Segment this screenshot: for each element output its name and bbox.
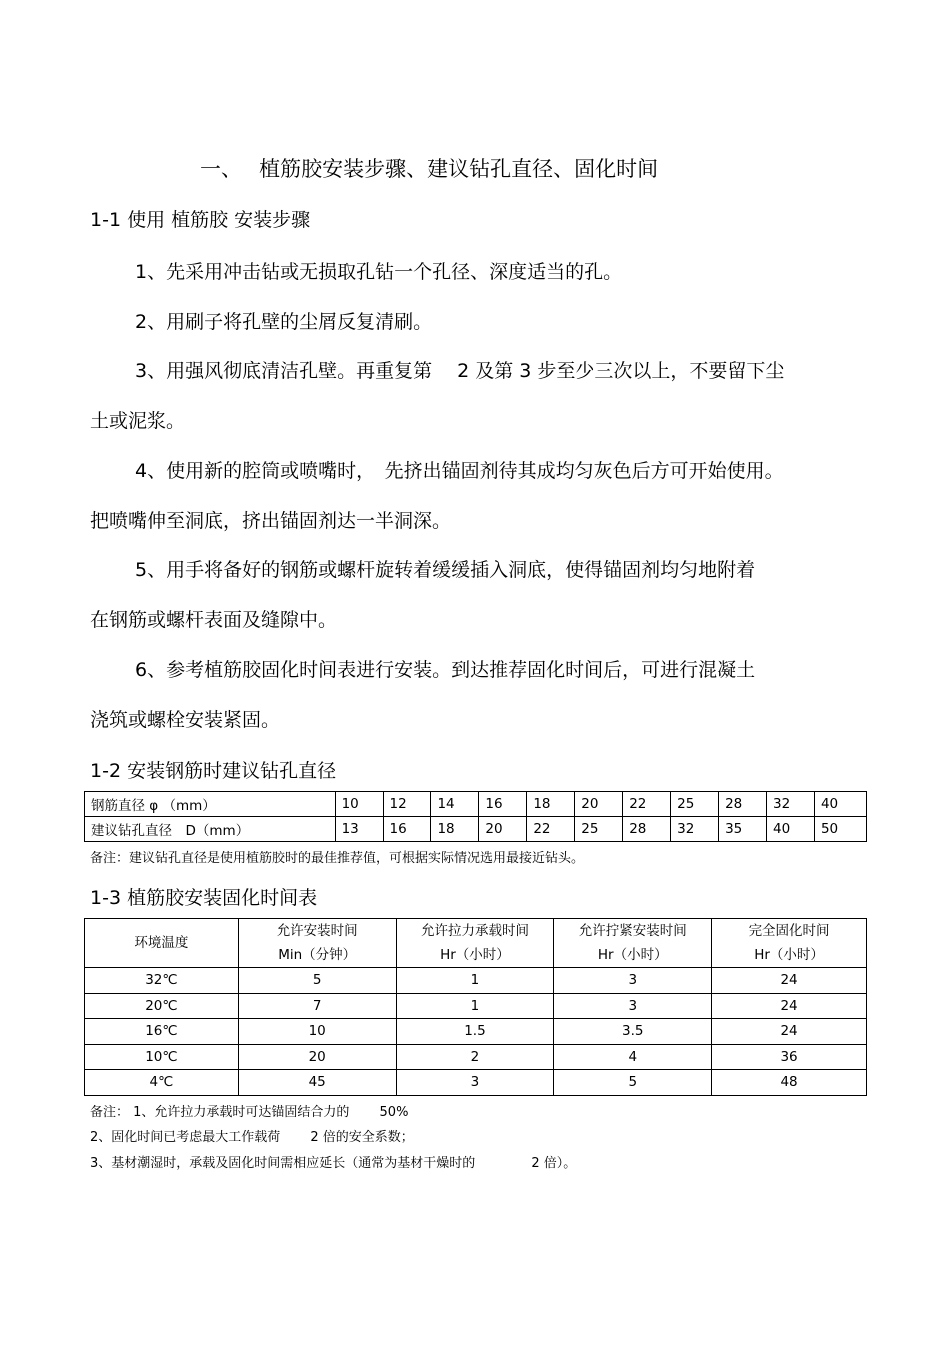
table-cell: 3 bbox=[396, 1070, 554, 1096]
page-title: 一、 植筋胶安装步骤、建议钻孔直径、固化时间 bbox=[200, 157, 659, 181]
step-5-line-1: 5、用手将备好的钢筋或螺杆旋转着缓缓插入洞底，使得锚固剂均匀地附着 bbox=[135, 559, 756, 581]
step-2: 2、用刷子将孔壁的尘屑反复清刷。 bbox=[135, 311, 433, 333]
table-cell: 5 bbox=[238, 968, 396, 994]
table-cell: 4 bbox=[554, 1044, 712, 1070]
table-row bbox=[85, 817, 867, 842]
table-header-row bbox=[85, 919, 867, 968]
table-cell: 20 bbox=[479, 817, 527, 842]
header-line-1: 允许拉力承载时间 bbox=[420, 923, 529, 939]
table-cell: 40 bbox=[767, 817, 815, 842]
table-cell: 3.5 bbox=[554, 1019, 712, 1045]
table-row bbox=[85, 792, 867, 817]
table-cell: 50 bbox=[814, 817, 866, 842]
table-cell: 12 bbox=[383, 792, 431, 817]
step-4-line-1: 4、使用新的腔筒或喷嘴时， 先挤出锚固剂待其成均匀灰色后方可开始使用。 bbox=[135, 460, 784, 482]
row-label: 建议钻孔直径 D（mm） bbox=[85, 817, 336, 842]
table-cell: 16 bbox=[479, 792, 527, 817]
table-row bbox=[85, 993, 867, 1019]
table-cell: 10℃ bbox=[85, 1044, 239, 1070]
header-cell bbox=[712, 919, 867, 968]
table-cell: 20 bbox=[238, 1044, 396, 1070]
header-line-2: Hr（小时） bbox=[440, 947, 510, 963]
table-cell: 18 bbox=[527, 792, 575, 817]
section-3-heading: 1-3 植筋胶安装固化时间表 bbox=[90, 887, 318, 909]
table-cell: 25 bbox=[575, 817, 623, 842]
table-cell: 10 bbox=[335, 792, 383, 817]
table-cell: 16 bbox=[383, 817, 431, 842]
section-1-heading: 1-1 使用 植筋胶 安装步骤 bbox=[90, 209, 311, 231]
table-cell: 36 bbox=[712, 1044, 867, 1070]
table-cell: 7 bbox=[238, 993, 396, 1019]
step-3-line-2: 土或泥浆。 bbox=[90, 410, 186, 432]
table-cell: 48 bbox=[712, 1070, 867, 1096]
table-cell: 24 bbox=[712, 993, 867, 1019]
header-cell bbox=[396, 919, 554, 968]
table-row bbox=[85, 1070, 867, 1096]
section-2-heading: 1-2 安装钢筋时建议钻孔直径 bbox=[90, 760, 337, 782]
table-cell: 1 bbox=[396, 993, 554, 1019]
table-cell: 22 bbox=[527, 817, 575, 842]
table-cell: 32 bbox=[671, 817, 719, 842]
table-cell: 32 bbox=[767, 792, 815, 817]
header-line-1: 允许拧紧安装时间 bbox=[578, 923, 687, 939]
step-6-line-2: 浇筑或螺栓安装紧固。 bbox=[90, 709, 281, 731]
table-cell: 20 bbox=[575, 792, 623, 817]
header-line-1: 环境温度 bbox=[134, 935, 189, 951]
table-cell: 28 bbox=[623, 817, 671, 842]
table-cell: 25 bbox=[671, 792, 719, 817]
table-row bbox=[85, 968, 867, 994]
table-cell: 45 bbox=[238, 1070, 396, 1096]
header-line-1: 完全固化时间 bbox=[748, 923, 830, 939]
row-label: 钢筋直径 φ （mm） bbox=[85, 792, 336, 817]
curing-time-table bbox=[84, 918, 867, 1096]
step-1: 1、先采用冲击钻或无损取孔钻一个孔径、深度适当的孔。 bbox=[135, 261, 623, 283]
header-line-2: Hr（小时） bbox=[754, 947, 824, 963]
step-6-line-1: 6、参考植筋胶固化时间表进行安装。到达推荐固化时间后，可进行混凝土 bbox=[135, 659, 756, 681]
table-cell: 28 bbox=[719, 792, 767, 817]
step-4-line-2: 把喷嘴伸至洞底，挤出锚固剂达一半洞深。 bbox=[90, 510, 452, 532]
table-row bbox=[85, 1019, 867, 1045]
drill-diameter-table bbox=[84, 791, 867, 842]
section-2-note: 备注：建议钻孔直径是使用植筋胶时的最佳推荐值，可根据实际情况选用最接近钻头。 bbox=[90, 851, 585, 866]
section-3-note-3: 3、基材潮湿时，承载及固化时间需相应延长（通常为基材干燥时的 2 倍）。 bbox=[90, 1156, 577, 1171]
step-3-line-1: 3、用强风彻底清洁孔壁。再重复第 2 及第 3 步至少三次以上，不要留下尘 bbox=[135, 360, 785, 382]
table-cell: 20℃ bbox=[85, 993, 239, 1019]
header-line-2: Min（分钟） bbox=[278, 947, 357, 963]
table-cell: 16℃ bbox=[85, 1019, 239, 1045]
table-cell: 18 bbox=[431, 817, 479, 842]
table-cell: 14 bbox=[431, 792, 479, 817]
table-cell: 13 bbox=[335, 817, 383, 842]
table-cell: 1.5 bbox=[396, 1019, 554, 1045]
table-cell: 24 bbox=[712, 1019, 867, 1045]
section-3-note-2: 2、固化时间已考虑最大工作载荷 2 倍的安全系数； bbox=[90, 1130, 414, 1145]
header-line-1: 允许安装时间 bbox=[276, 923, 358, 939]
table-cell: 22 bbox=[623, 792, 671, 817]
table-cell: 24 bbox=[712, 968, 867, 994]
header-line-2: Hr（小时） bbox=[597, 947, 668, 963]
table-cell: 40 bbox=[814, 792, 866, 817]
table-cell: 3 bbox=[554, 993, 712, 1019]
table-cell: 5 bbox=[554, 1070, 712, 1096]
table-cell: 4℃ bbox=[85, 1070, 239, 1096]
table-cell: 32℃ bbox=[85, 968, 239, 994]
header-cell bbox=[238, 919, 396, 968]
step-5-line-2: 在钢筋或螺杆表面及缝隙中。 bbox=[90, 609, 338, 631]
table-row bbox=[85, 1044, 867, 1070]
table-cell: 1 bbox=[396, 968, 554, 994]
table-cell: 10 bbox=[238, 1019, 396, 1045]
table-cell: 2 bbox=[396, 1044, 554, 1070]
section-3-note-1: 备注： 1、允许拉力承载时可达锚固结合力的 50% bbox=[90, 1105, 409, 1120]
header-cell bbox=[85, 919, 239, 968]
table-cell: 35 bbox=[719, 817, 767, 842]
header-cell bbox=[554, 919, 712, 968]
table-cell: 3 bbox=[554, 968, 712, 994]
